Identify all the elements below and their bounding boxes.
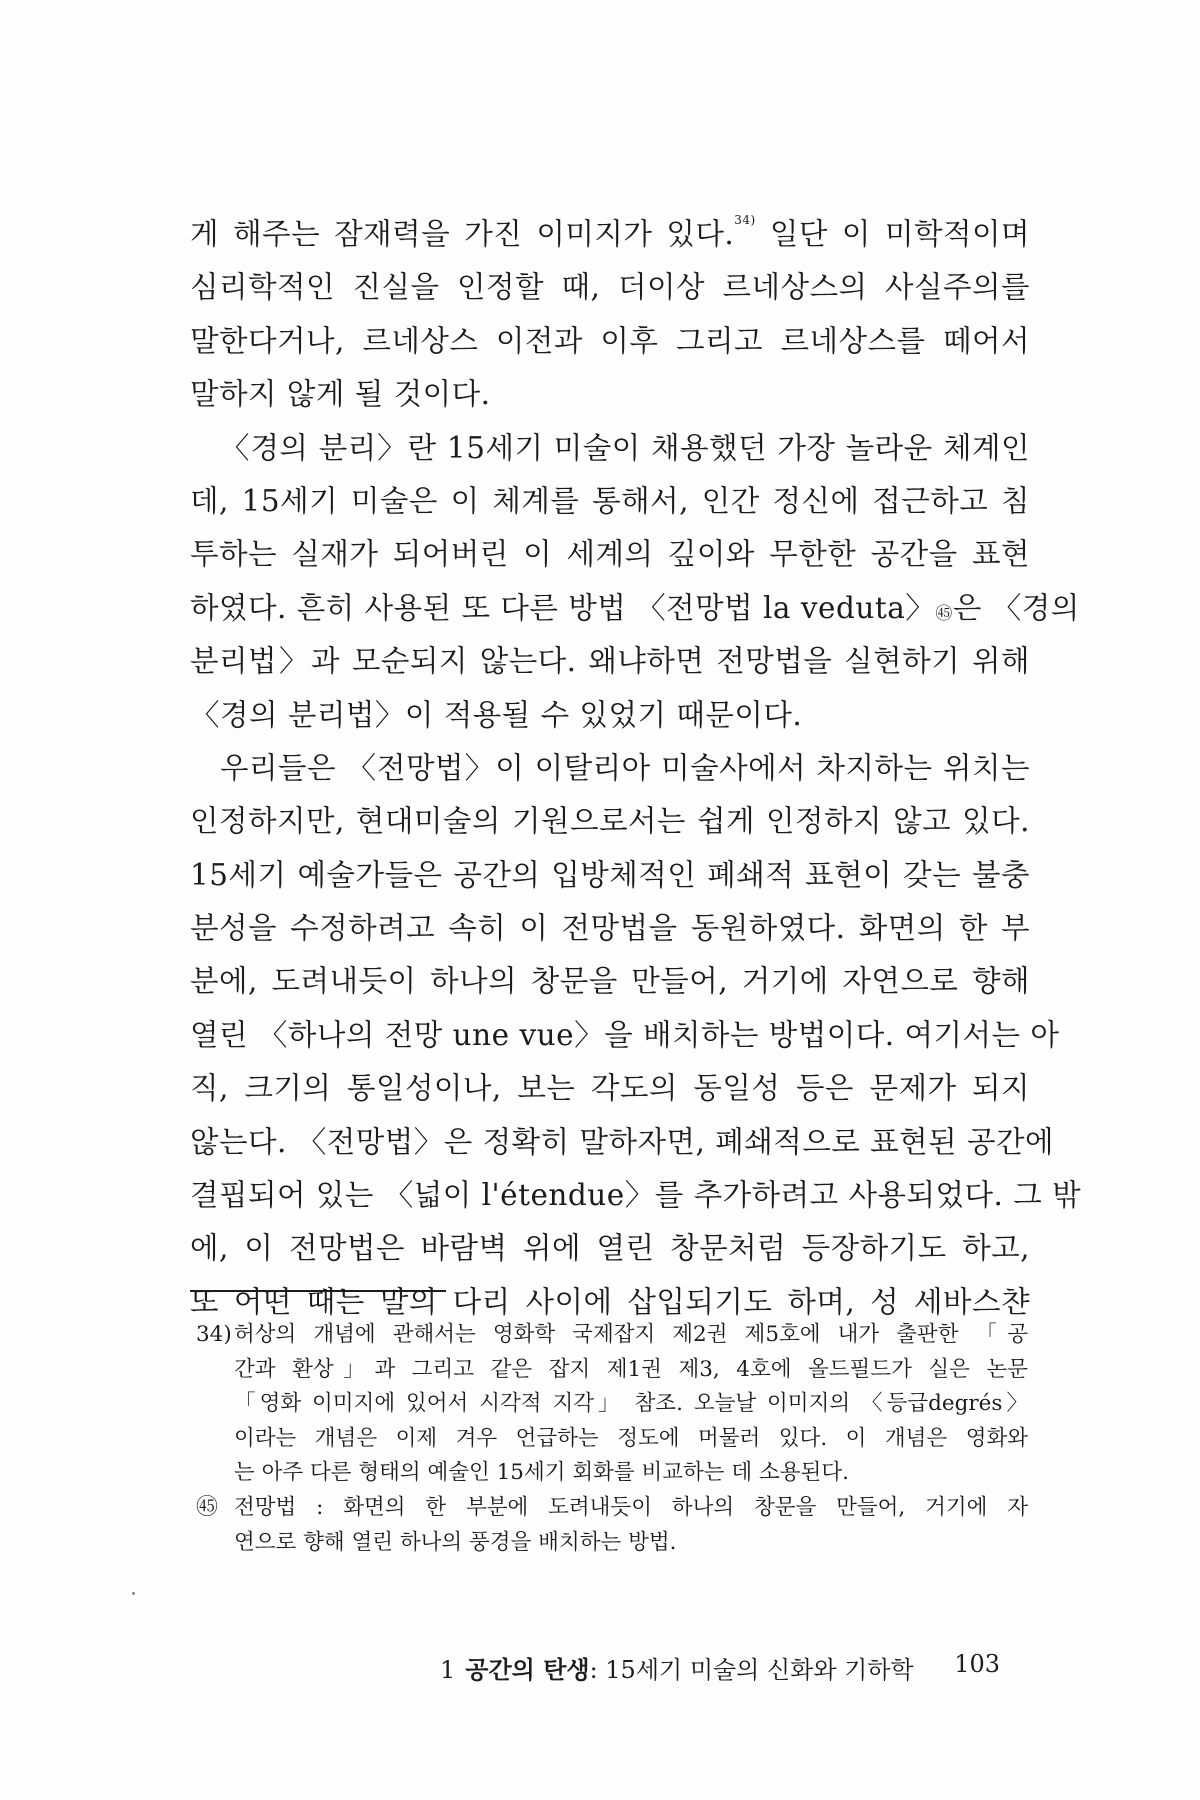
page-number: 103 [954, 1650, 1000, 1678]
body-line-8-head: 하였다. 흔히 사용된 또 다른 방법 〈전망법 la veduta〉 [190, 590, 936, 625]
body-line-18: 않는다. 〈전망법〉은 정확히 말하자면, 폐쇄적으로 표현된 공간에 [190, 1124, 1054, 1159]
body-text [190, 208, 1082, 1329]
footnote-34 [198, 1318, 1028, 1491]
body-line-8-tail: 은 〈경의 [952, 590, 1080, 625]
footnote-line: 연으로 향해 열린 하나의 풍경을 배치하는 방법. [234, 1529, 677, 1555]
scan-speck [132, 1592, 135, 1595]
footnote-line: 「영화 이미지에 있어서 시각적 지각」 참조. 오늘날 이미지의 〈등급degrés〉 [234, 1391, 1028, 1417]
footnote-divider [190, 1290, 446, 1292]
body-line-20: 에, 이 전망법은 바람벽 위에 열린 창문처럼 등장하기도 하고, [190, 1231, 1030, 1266]
body-line-4: 말하지 않게 될 것이다. [190, 377, 491, 412]
footnote-mark: ㊺ [196, 1494, 219, 1520]
body-line-10: 〈경의 분리법〉이 적용될 수 있었기 때문이다. [190, 697, 803, 732]
body-line-11: 우리들은 〈전망법〉이 이탈리아 미술사에서 차지하는 위치는 [220, 750, 1030, 785]
body-line-15: 분에, 도려내듯이 하나의 창문을 만들어, 거기에 자연으로 향해 [190, 964, 1030, 999]
footnote-mark: 34) [196, 1322, 232, 1347]
chapter-title: 공간의 탄생 [465, 1655, 590, 1684]
body-line-5: 〈경의 분리〉란 15세기 미술이 채용했던 가장 놀라운 체계인 [220, 430, 1030, 465]
body-line-14: 분성을 수정하려고 속히 이 전망법을 동원하였다. 화면의 한 부 [190, 911, 1030, 946]
body-line-6: 데, 15세기 미술은 이 체계를 통해서, 인간 정신에 접근하고 침 [190, 483, 1030, 518]
body-line-19: 결핍되어 있는 〈넓이 l'étendue〉를 추가하려고 사용되었다. 그 밖 [190, 1178, 1082, 1213]
footnote-line: 이라는 개념은 이제 겨우 언급하는 정도에 머물러 있다. 이 개념은 영화와 [234, 1425, 1028, 1451]
footnote-line: 전망법 : 화면의 한 부분에 도려내듯이 하나의 창문을 만들어, 거기에 자 [234, 1494, 1028, 1520]
body-line-2: 심리학적인 진실을 인정할 때, 더이상 르네상스의 사실주의를 [190, 270, 1030, 305]
body-line-3: 말한다거나, 르네상스 이전과 이후 그리고 르네상스를 떼어서 [190, 323, 1030, 358]
footnote-55 [198, 1491, 1028, 1560]
body-line-7: 투하는 실재가 되어버린 이 세계의 깊이와 무한한 공간을 표현 [190, 537, 1030, 572]
footnote-line: 허상의 개념에 관해서는 영화학 국제잡지 제2권 제5호에 내가 출판한 「공 [234, 1322, 1028, 1347]
body-line-13: 15세기 예술가들은 공간의 입방체적인 폐쇄적 표현이 갖는 불충 [190, 857, 1030, 892]
body-line-1 [190, 208, 1030, 261]
body-line-8 [190, 582, 1080, 635]
body-line-1-tail: 일단 이 미학적이며 [769, 217, 1030, 251]
body-line-12: 인정하지만, 현대미술의 기원으로서는 쉽게 인정하지 않고 있다. [190, 804, 1030, 839]
body-line-1-head: 게 해주는 잠재력을 가진 이미지가 있다. [190, 217, 735, 251]
footnotes [198, 1318, 1028, 1560]
footnote-line: 는 아주 다른 형태의 예술인 15세기 회화를 비교하는 데 소용된다. [234, 1460, 849, 1486]
chapter-subtitle: : 15세기 미술의 신화와 기하학 [589, 1656, 914, 1684]
footnote-ref-34: 34) [734, 213, 756, 227]
body-line-9: 분리법〉과 모순되지 않는다. 왜냐하면 전망법을 실현하기 위해 [190, 644, 1030, 679]
chapter-number: 1 [440, 1656, 456, 1684]
body-line-16: 열린 〈하나의 전망 une vue〉을 배치하는 방법이다. 여기서는 아 [190, 1017, 1060, 1052]
footnote-line: 간과 환상」과 그리고 같은 잡지 제1권 제3, 4호에 올드필드가 실은 논문 [234, 1356, 1028, 1382]
body-line-17: 직, 크기의 통일성이나, 보는 각도의 동일성 등은 문제가 되지 [190, 1071, 1030, 1106]
body-line-21: 또 어떤 때는 말의 다리 사이에 삽입되기도 하며, 성 세바스챤 [190, 1284, 1030, 1319]
footnote-ref-55: ㊺ [935, 603, 953, 624]
running-footer [440, 1650, 1000, 1685]
